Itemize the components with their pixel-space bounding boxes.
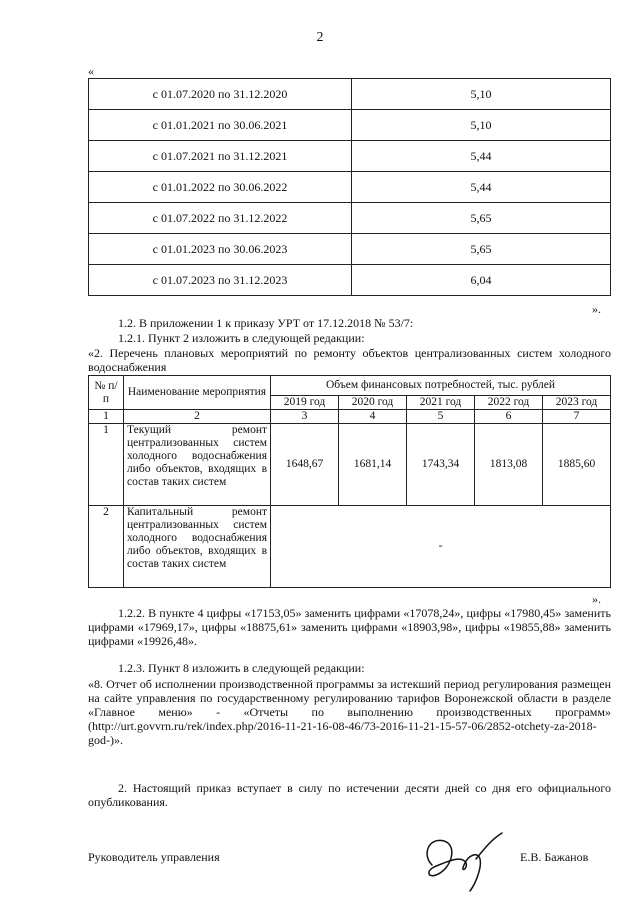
header-name: Наименование мероприятия — [124, 376, 271, 410]
header-volume: Объем финансовых потребностей, тыс. рублей — [271, 376, 611, 396]
plan-heading: «2. Перечень плановых мероприятий по ремонту объектов централизованных систем холодного водоснабжения — [88, 346, 611, 374]
paragraph-1-2-2: 1.2.2. В пункте 4 цифры «17153,05» заменить цифрами «17078,24», цифры «17980,45» заменить цифрами «17969,17», цифры «18875,61» заменить цифрами «18903,98», цифры «19855,88» заменить цифрами «19926,48». — [88, 606, 611, 648]
rate-period: с 01.07.2020 по 31.12.2020 — [89, 79, 352, 110]
rate-period: с 01.07.2022 по 31.12.2022 — [89, 203, 352, 234]
rate-period: с 01.07.2023 по 31.12.2023 — [89, 265, 352, 296]
signature-name: Е.В. Бажанов — [520, 850, 589, 864]
row-name: Текущий ремонт централизованных систем холодного водоснабжения либо объектов, входящих в состав таких систем — [124, 424, 271, 506]
header-number: № п/п — [89, 376, 124, 410]
row-value: 1743,34 — [407, 424, 475, 506]
rate-period: с 01.01.2023 по 30.06.2023 — [89, 234, 352, 265]
row-value: 1885,60 — [543, 424, 611, 506]
closing-quote-plan: ». — [592, 592, 601, 606]
rate-period: с 01.01.2022 по 30.06.2022 — [89, 172, 352, 203]
header-year: 2022 год — [475, 396, 543, 410]
row-value: 1681,14 — [339, 424, 407, 506]
opening-quote: « — [88, 64, 94, 78]
rate-row — [89, 203, 611, 234]
row-value: 1813,08 — [475, 424, 543, 506]
rate-value: 5,65 — [352, 234, 611, 265]
header-year: 2021 год — [407, 396, 475, 410]
paragraph-2: 2. Настоящий приказ вступает в силу по истечении десяти дней со дня его официального опубликования. — [88, 781, 611, 809]
column-number: 5 — [407, 410, 475, 424]
paragraph-1-2-3: 1.2.3. Пункт 8 изложить в следующей редакции: — [118, 661, 365, 675]
rate-value: 5,65 — [352, 203, 611, 234]
rate-value: 5,44 — [352, 172, 611, 203]
rate-row — [89, 234, 611, 265]
row-value: 1648,67 — [271, 424, 339, 506]
rate-row — [89, 79, 611, 110]
rate-period: с 01.07.2021 по 31.12.2021 — [89, 141, 352, 172]
row-name: Капитальный ремонт централизованных систем холодного водоснабжения либо объектов, входящих в состав таких систем — [124, 506, 271, 588]
column-number: 1 — [89, 410, 124, 424]
page-number: 2 — [316, 30, 324, 45]
rate-row — [89, 110, 611, 141]
row-number: 1 — [89, 424, 124, 506]
column-number: 3 — [271, 410, 339, 424]
rate-row — [89, 141, 611, 172]
rate-value: 6,04 — [352, 265, 611, 296]
rates-table — [88, 78, 611, 296]
column-number: 7 — [543, 410, 611, 424]
paragraph-1-2: 1.2. В приложении 1 к приказу УРТ от 17.12.2018 № 53/7: — [118, 316, 414, 330]
rate-row — [89, 265, 611, 296]
rate-value: 5,44 — [352, 141, 611, 172]
header-year: 2020 год — [339, 396, 407, 410]
signature-title: Руководитель управления — [88, 850, 220, 864]
column-number: 6 — [475, 410, 543, 424]
rate-period: с 01.01.2021 по 30.06.2021 — [89, 110, 352, 141]
rate-row — [89, 172, 611, 203]
header-year: 2023 год — [543, 396, 611, 410]
header-year: 2019 год — [271, 396, 339, 410]
paragraph-1-2-1: 1.2.1. Пункт 2 изложить в следующей редакции: — [118, 331, 365, 345]
closing-quote-rates: ». — [592, 302, 601, 316]
plan-table — [88, 375, 611, 588]
paragraph-item-8: «8. Отчет об исполнении производственной программы за истекший период регулирования размещен на сайте управления по государственному регулированию тарифов Воронежской области в разделе «Главное меню» - «Отчеты по выполнению производственных программ» (http://urt.govvrn.ru/rek/index.php/2016-11-21-16-08-46/73-2016-11-21-15-57-06/2852-otchety-za-2018-god-)». — [88, 677, 611, 747]
column-number: 2 — [124, 410, 271, 424]
column-number: 4 — [339, 410, 407, 424]
handwritten-signature — [418, 825, 508, 895]
row-number: 2 — [89, 506, 124, 588]
rate-value: 5,10 — [352, 110, 611, 141]
rate-value: 5,10 — [352, 79, 611, 110]
row-merged-value: - — [271, 506, 611, 588]
